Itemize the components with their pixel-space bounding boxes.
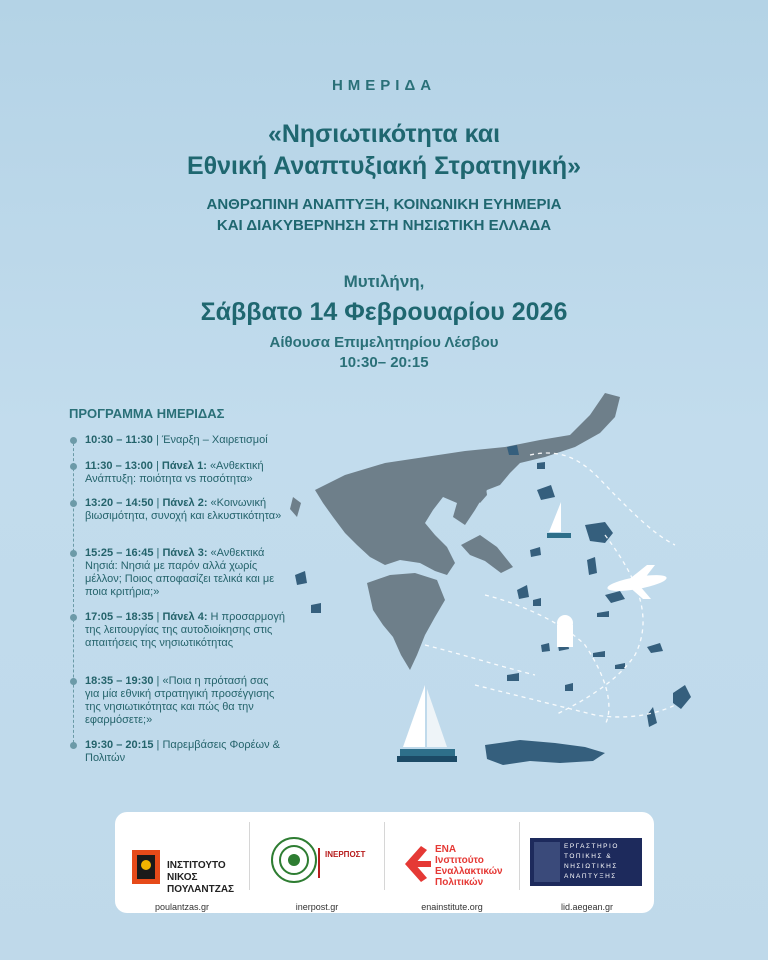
ikaria-island [597,611,609,617]
url-lid[interactable]: lid.aegean.gr [560,902,614,912]
partner-logos-panel [115,812,654,913]
samothrace-island [537,462,545,469]
event-kicker: ΗΜΕΡΙΔΑ [331,77,437,94]
lesvos-island [585,522,613,543]
skyros-island [530,547,541,557]
peloponnese [367,573,445,670]
program-timeline [73,438,75,748]
timeline-dot [70,678,77,685]
samos-island [605,591,625,603]
logo-poulantzas [115,820,249,912]
event-subtitle-line1: ΑΝΘΡΩΠΙΝΗ ΑΝΑΠΤΥΞΗ, ΚΟΙΝΩΝΙΚΗ ΕΥΗΜΕΡΙΑ [206,196,562,213]
paros-island [541,643,550,652]
event-date: Σάββατο 14 Φεβρουαρίου 2026 [200,298,568,326]
poulantzas-logo-text: ΙΝΣΤΙΤΟΥΤΟ ΝΙΚΟΣ ΠΟΥΛΑΝΤΖΑΣ [167,860,235,895]
program-item: 10:30 – 11:30 | Έναρξη – Χαιρετισμοί [85,434,268,446]
corfu [290,497,301,517]
inerpost-logo-text: ΙΝΕΡΠΟΣΤ [325,850,366,859]
lemnos-island [537,485,555,500]
tinos-island [533,598,541,606]
program-item: 13:20 – 14:50 | Πάνελ 2: «Κοινωνική βιωσιμότητα, συνοχή και ελκυστικότητα» [85,497,282,522]
url-inerpost[interactable]: inerpost.gr [295,902,339,912]
logo-lid [520,820,654,912]
karpathos-island [647,707,657,727]
euboea [461,535,513,573]
sailboat-large-icon [397,685,457,762]
event-title-line1: «Νησιωτικότητα και [267,120,501,148]
crete-island [485,740,605,765]
chios-island [587,557,597,575]
event-subtitle-line2: ΚΑΙ ΔΙΑΚΥΒΕΡΝΗΣΗ ΣΤΗ ΝΗΣΙΩΤΙΚΗ ΕΛΛΑΔΑ [216,217,552,234]
event-venue: Αίθουσα Επιμελητηρίου Λέσβου [269,334,499,351]
lid-logo-text: ΕΡΓΑΣΤΗΡΙΟ ΤΟΠΙΚΗΣ & ΝΗΣΙΩΤΙΚΗΣ ΑΝΑΠΤΥΞΗΣ [564,843,619,880]
amorgos-island [593,651,605,657]
event-hours: 10:30– 20:15 [339,354,429,371]
santorini-island [565,683,573,691]
timeline-dot [70,614,77,621]
program-item: 19:30 – 20:15 | Παρεμβάσεις Φορέων & Πολιτών [85,739,281,764]
logo-ena [385,820,519,912]
kos-island [647,643,663,653]
ena-logo-text: ΕΝΑ Ινστιτούτο Εναλλακτικών Πολιτικών [435,844,503,888]
program-item: 18:35 – 19:30 | «Ποια η πρότασή σας για μία εθνική στρατηγική προσέγγισης της νησιωτικότητας και πώς θα την εφαρμόσετε;» [85,675,275,726]
sailboat-small-icon [547,502,571,538]
url-ena[interactable]: enainstitute.org [421,902,483,912]
program-item: 17:05 – 18:35 | Πάνελ 4: Η προσαρμογή της λειτουργίας της αυτοδιοίκησης στις απαιτήσεις της νησιωτικότητας [85,611,285,649]
greece-map [275,385,715,795]
andros-island [517,585,529,599]
rhodes-island [673,685,691,709]
windmill-icon [557,615,573,647]
logo-inerpost [250,820,384,912]
timeline-dot [70,463,77,470]
kefalonia-island [295,571,307,585]
timeline-dot [70,437,77,444]
timeline-dot [70,550,77,557]
event-city: Μυτιλήνη, [343,272,425,291]
program-item: 15:25 – 16:45 | Πάνελ 3: «Ανθεκτικά Νησιά: Νησιά με παρόν αλλά χωρίς μέλλον; Ποιος αποφασίζει τελικά και με ποια κριτήρια;» [85,547,275,598]
program-item: 11:30 – 13:00 | Πάνελ 1: «Ανθεκτική Ανάπτυξη: ποιότητα vs ποσότητα» [85,460,264,485]
milos-island [507,673,519,681]
event-title-line2: Εθνική Αναπτυξιακή Στρατηγική» [186,152,582,180]
timeline-dot [70,500,77,507]
url-poulantzas[interactable]: poulantzas.gr [154,902,210,912]
zakynthos-island [311,603,321,613]
astypalaia-island [615,663,625,669]
program-title: ΠΡΟΓΡΑΜΜΑ ΗΜΕΡΙΔΑΣ [69,406,225,421]
timeline-dot [70,742,77,749]
